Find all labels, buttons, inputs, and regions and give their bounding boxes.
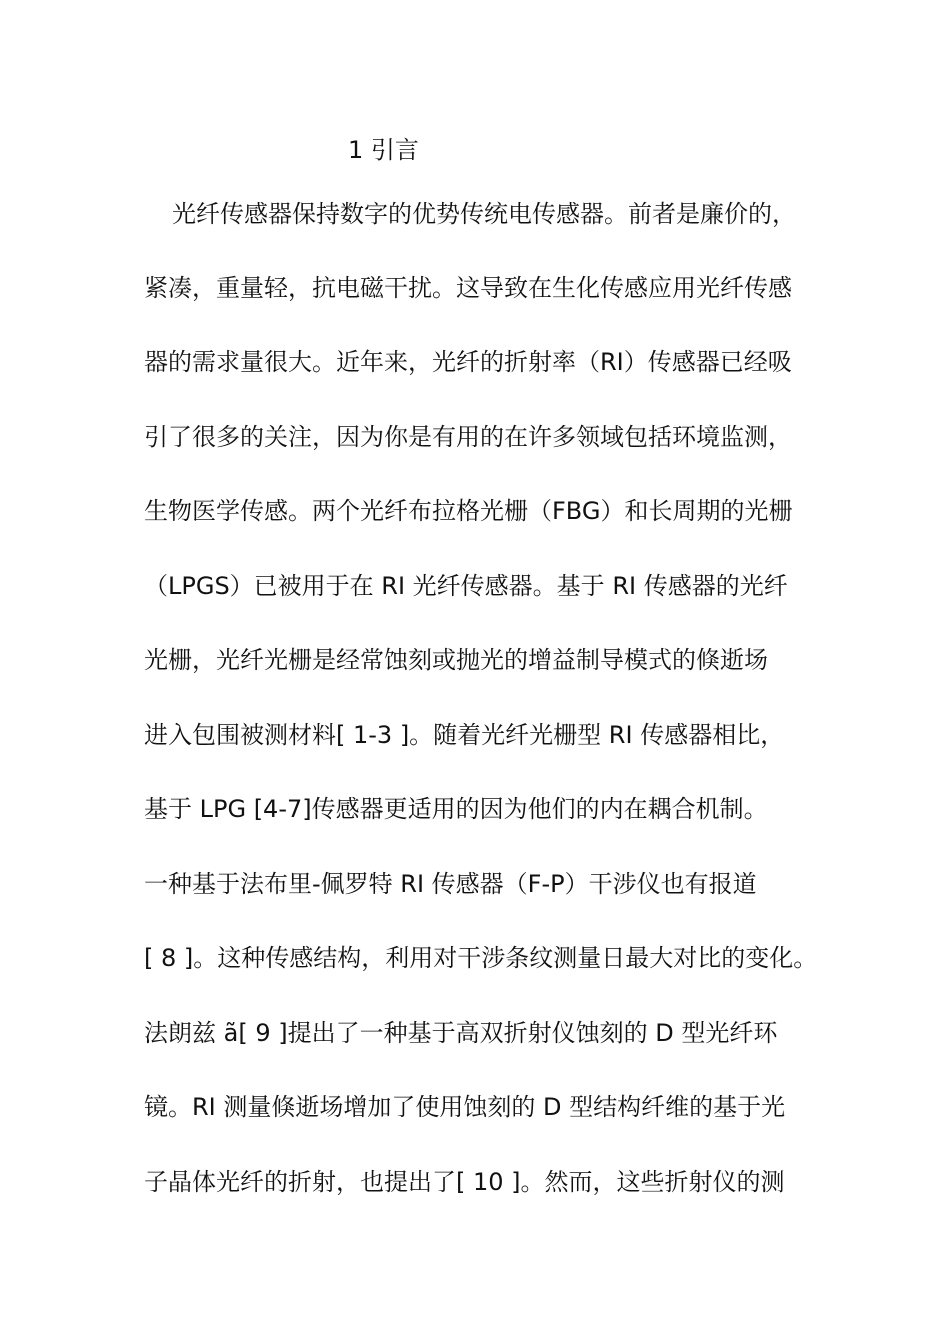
text-line: 基于 LPG [4-7]传感器更适用的因为他们的内在耦合机制。 — [144, 795, 768, 823]
text-line: 子晶体光纤的折射，也提出了[ 10 ]。然而，这些折射仪的测 — [144, 1168, 785, 1196]
text-line: 生物医学传感。两个光纤布拉格光栅（FBG）和长周期的光栅 — [144, 497, 793, 525]
text-line: 法朗兹 ã[ 9 ]提出了一种基于高双折射仪蚀刻的 D 型光纤环 — [144, 1019, 778, 1047]
text-line: 紧凑，重量轻，抗电磁干扰。这导致在生化传感应用光纤传感 — [144, 274, 792, 302]
text-line: 光纤传感器保持数字的优势传统电传感器。前者是廉价的， — [172, 200, 796, 228]
text-line: 引了很多的关注，因为你是有用的在许多领域包括环境监测， — [144, 423, 792, 451]
text-line: 进入包围被测材料[ 1-3 ]。随着光纤光栅型 RI 传感器相比， — [144, 721, 785, 749]
section-heading: 1 引言 — [348, 136, 419, 164]
text-line: 光栅，光纤光栅是经常蚀刻或抛光的增益制导模式的倏逝场 — [144, 646, 768, 674]
text-line: [ 8 ]。这种传感结构，利用对干涉条纹测量日最大对比的变化。 — [144, 944, 818, 972]
text-line: 镜。RI 测量倏逝场增加了使用蚀刻的 D 型结构纤维的基于光 — [144, 1093, 786, 1121]
text-line: 一种基于法布里-佩罗特 RI 传感器（F-P）干涉仪也有报道 — [144, 870, 757, 898]
text-line: （LPGS）已被用于在 RI 光纤传感器。基于 RI 传感器的光纤 — [144, 572, 788, 600]
text-line: 器的需求量很大。近年来，光纤的折射率（RI）传感器已经吸 — [144, 348, 792, 376]
